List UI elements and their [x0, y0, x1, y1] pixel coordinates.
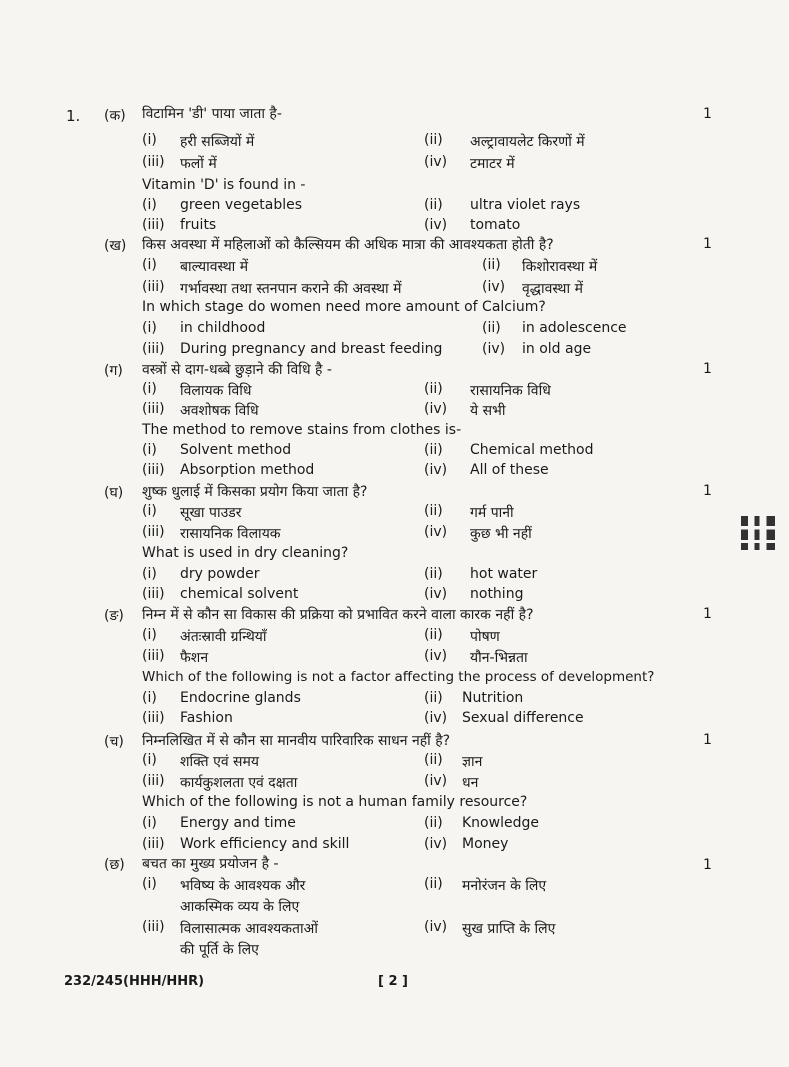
q-ka-opt-hi-1: हरी सब्जियों में: [180, 134, 255, 150]
q-ga-stem-en: The method to remove stains from clothes is-: [142, 422, 462, 438]
q-kha-stem-en: In which stage do women need more amount of Calcium?: [142, 299, 546, 315]
roman-iv: (iv): [424, 524, 448, 540]
q-kha-opt-en-3: During pregnancy and breast feeding: [180, 341, 443, 357]
qr-code: [741, 516, 775, 550]
q-ga-opt-en-2: Chemical method: [470, 442, 594, 458]
roman-ii: (ii): [424, 627, 443, 643]
q-cha-opt-en-3: Work efficiency and skill: [180, 836, 350, 852]
roman-iii: (iii): [142, 919, 165, 935]
roman-iv: (iv): [482, 279, 506, 295]
roman-iii: (iii): [142, 836, 165, 852]
q-chha-stem-hi: बचत का मुख्य प्रयोजन है -: [142, 856, 279, 872]
roman-ii: (ii): [424, 690, 443, 706]
q-kha-opt-hi-4: वृद्धावस्था में: [522, 281, 583, 297]
q-ka-opt-en-1: green vegetables: [180, 197, 303, 213]
q-nga-opt-en-3: Fashion: [180, 710, 233, 726]
roman-iii: (iii): [142, 401, 165, 417]
q-kha-opt-hi-1: बाल्यावस्था में: [180, 259, 249, 275]
q-ka-opt-en-4: tomato: [470, 217, 521, 233]
roman-iv: (iv): [424, 154, 448, 170]
roman-iv: (iv): [424, 462, 448, 478]
q-nga-opt-hi-4: यौन-भिन्नता: [470, 650, 528, 666]
q-gha-marks: 1: [703, 483, 712, 499]
roman-iv: (iv): [424, 648, 448, 664]
q-gha-opt-en-3: chemical solvent: [180, 586, 299, 602]
roman-iv: (iv): [424, 710, 448, 726]
q-nga-opt-hi-2: पोषण: [470, 629, 500, 645]
q-chha-opt-hi-1a: भविष्य के आवश्यक और: [180, 878, 306, 894]
q-ka-label: (क): [104, 108, 126, 124]
q-gha-opt-hi-1: सूखा पाउडर: [180, 505, 242, 521]
roman-i: (i): [142, 132, 157, 148]
roman-ii: (ii): [424, 197, 443, 213]
roman-i: (i): [142, 876, 157, 892]
q-cha-opt-en-2: Knowledge: [462, 815, 539, 831]
q-cha-marks: 1: [703, 732, 712, 748]
q-gha-opt-hi-3: रासायनिक विलायक: [180, 526, 281, 542]
q-nga-opt-en-2: Nutrition: [462, 690, 524, 706]
roman-i: (i): [142, 690, 157, 706]
roman-iii: (iii): [142, 341, 165, 357]
roman-iii: (iii): [142, 648, 165, 664]
q-kha-marks: 1: [703, 236, 712, 252]
q-cha-opt-hi-2: ज्ञान: [462, 754, 483, 770]
roman-ii: (ii): [424, 876, 443, 892]
roman-i: (i): [142, 197, 157, 213]
page-number: [ 2 ]: [378, 974, 408, 989]
q-cha-stem-en: Which of the following is not a human family resource?: [142, 794, 528, 810]
q-cha-label: (च): [104, 734, 124, 750]
q-chha-opt-hi-1b: आकस्मिक व्यय के लिए: [180, 899, 300, 915]
q-ga-marks: 1: [703, 361, 712, 377]
q-gha-stem-en: What is used in dry cleaning?: [142, 545, 349, 561]
q-chha-marks: 1: [703, 857, 712, 873]
q-kha-label: (ख): [104, 238, 127, 254]
roman-iii: (iii): [142, 586, 165, 602]
q-gha-opt-en-4: nothing: [470, 586, 524, 602]
q-ga-opt-en-3: Absorption method: [180, 462, 315, 478]
q-ga-opt-hi-3: अवशोषक विधि: [180, 403, 259, 419]
q-ga-opt-hi-4: ये सभी: [470, 403, 506, 419]
q-nga-stem-en: Which of the following is not a factor affecting the process of development?: [142, 669, 655, 685]
roman-iv: (iv): [424, 217, 448, 233]
roman-i: (i): [142, 442, 157, 458]
q-chha-opt-hi-3a: विलासात्मक आवश्यकताओं: [180, 921, 318, 937]
roman-iv: (iv): [424, 836, 448, 852]
roman-i: (i): [142, 503, 157, 519]
roman-iii: (iii): [142, 524, 165, 540]
roman-i: (i): [142, 627, 157, 643]
q-ka-opt-en-2: ultra violet rays: [470, 197, 581, 213]
q-kha-opt-en-2: in adolescence: [522, 320, 627, 336]
roman-iii: (iii): [142, 279, 165, 295]
roman-iii: (iii): [142, 154, 165, 170]
q-chha-opt-hi-2: मनोरंजन के लिए: [462, 878, 547, 894]
q-nga-opt-hi-1: अंतःस्रावी ग्रन्थियाँ: [180, 629, 267, 645]
roman-ii: (ii): [424, 752, 443, 768]
roman-iv: (iv): [424, 919, 448, 935]
q-ga-stem-hi: वस्त्रों से दाग-धब्बे छुड़ाने की विधि है -: [142, 362, 332, 378]
roman-i: (i): [142, 752, 157, 768]
q-nga-opt-en-4: Sexual difference: [462, 710, 584, 726]
roman-iv: (iv): [424, 773, 448, 789]
paper-code: 232/245(HHH/HHR): [64, 974, 205, 989]
roman-iii: (iii): [142, 773, 165, 789]
q-ka-marks: 1: [703, 106, 712, 122]
q-chha-opt-hi-3b: की पूर्ति के लिए: [180, 942, 259, 958]
q-cha-opt-hi-1: शक्ति एवं समय: [180, 754, 260, 770]
q-ga-opt-en-4: All of these: [470, 462, 549, 478]
roman-iv: (iv): [424, 401, 448, 417]
q-nga-stem-hi: निम्न में से कौन सा विकास की प्रक्रिया को प्रभावित करने वाला कारक नहीं है?: [142, 607, 534, 623]
roman-ii: (ii): [424, 442, 443, 458]
roman-ii: (ii): [482, 320, 501, 336]
q-kha-opt-en-4: in old age: [522, 341, 592, 357]
roman-ii: (ii): [482, 257, 501, 273]
q-ga-opt-en-1: Solvent method: [180, 442, 292, 458]
q-ka-stem-hi: विटामिन 'डी' पाया जाता है-: [142, 106, 282, 122]
roman-iii: (iii): [142, 217, 165, 233]
q-ka-opt-hi-2: अल्ट्रावायलेट किरणों में: [470, 134, 585, 150]
roman-i: (i): [142, 381, 157, 397]
q-nga-opt-en-1: Endocrine glands: [180, 690, 301, 706]
question-number: 1.: [66, 107, 81, 125]
q-gha-opt-hi-4: कुछ भी नहीं: [470, 526, 532, 542]
q-ka-stem-en: Vitamin 'D' is found in -: [142, 177, 306, 193]
q-ka-opt-hi-4: टमाटर में: [470, 156, 515, 172]
roman-iii: (iii): [142, 710, 165, 726]
q-chha-label: (छ): [104, 857, 125, 873]
roman-ii: (ii): [424, 566, 443, 582]
q-cha-opt-en-4: Money: [462, 836, 509, 852]
q-ga-opt-hi-2: रासायनिक विधि: [470, 383, 551, 399]
q-gha-opt-en-1: dry powder: [180, 566, 260, 582]
q-ka-opt-en-3: fruits: [180, 217, 217, 233]
q-kha-stem-hi: किस अवस्था में महिलाओं को कैल्सियम की अधिक मात्रा की आवश्यकता होती है?: [142, 237, 554, 253]
roman-i: (i): [142, 815, 157, 831]
q-nga-label: (ङ): [104, 608, 124, 624]
q-gha-label: (घ): [104, 485, 124, 501]
q-kha-opt-hi-3: गर्भावस्था तथा स्तनपान कराने की अवस्था में: [180, 281, 402, 297]
roman-ii: (ii): [424, 815, 443, 831]
roman-iv: (iv): [424, 586, 448, 602]
roman-iv: (iv): [482, 341, 506, 357]
q-cha-stem-hi: निम्नलिखित में से कौन सा मानवीय पारिवारिक साधन नहीं है?: [142, 733, 451, 749]
roman-iii: (iii): [142, 462, 165, 478]
q-gha-opt-hi-2: गर्म पानी: [470, 505, 514, 521]
q-ga-opt-hi-1: विलायक विधि: [180, 383, 252, 399]
roman-i: (i): [142, 320, 157, 336]
q-nga-opt-hi-3: फैशन: [180, 650, 209, 666]
q-kha-opt-en-1: in childhood: [180, 320, 266, 336]
q-nga-marks: 1: [703, 606, 712, 622]
q-chha-opt-hi-4: सुख प्राप्ति के लिए: [462, 921, 556, 937]
q-cha-opt-hi-4: धन: [462, 775, 479, 791]
q-cha-opt-hi-3: कार्यकुशलता एवं दक्षता: [180, 775, 298, 791]
roman-ii: (ii): [424, 503, 443, 519]
q-cha-opt-en-1: Energy and time: [180, 815, 296, 831]
roman-ii: (ii): [424, 132, 443, 148]
roman-ii: (ii): [424, 381, 443, 397]
roman-i: (i): [142, 566, 157, 582]
roman-i: (i): [142, 257, 157, 273]
q-gha-stem-hi: शुष्क धुलाई में किसका प्रयोग किया जाता है?: [142, 484, 368, 500]
q-ga-label: (ग): [104, 363, 123, 379]
q-kha-opt-hi-2: किशोरावस्था में: [522, 259, 598, 275]
q-gha-opt-en-2: hot water: [470, 566, 538, 582]
q-ka-opt-hi-3: फलों में: [180, 156, 217, 172]
